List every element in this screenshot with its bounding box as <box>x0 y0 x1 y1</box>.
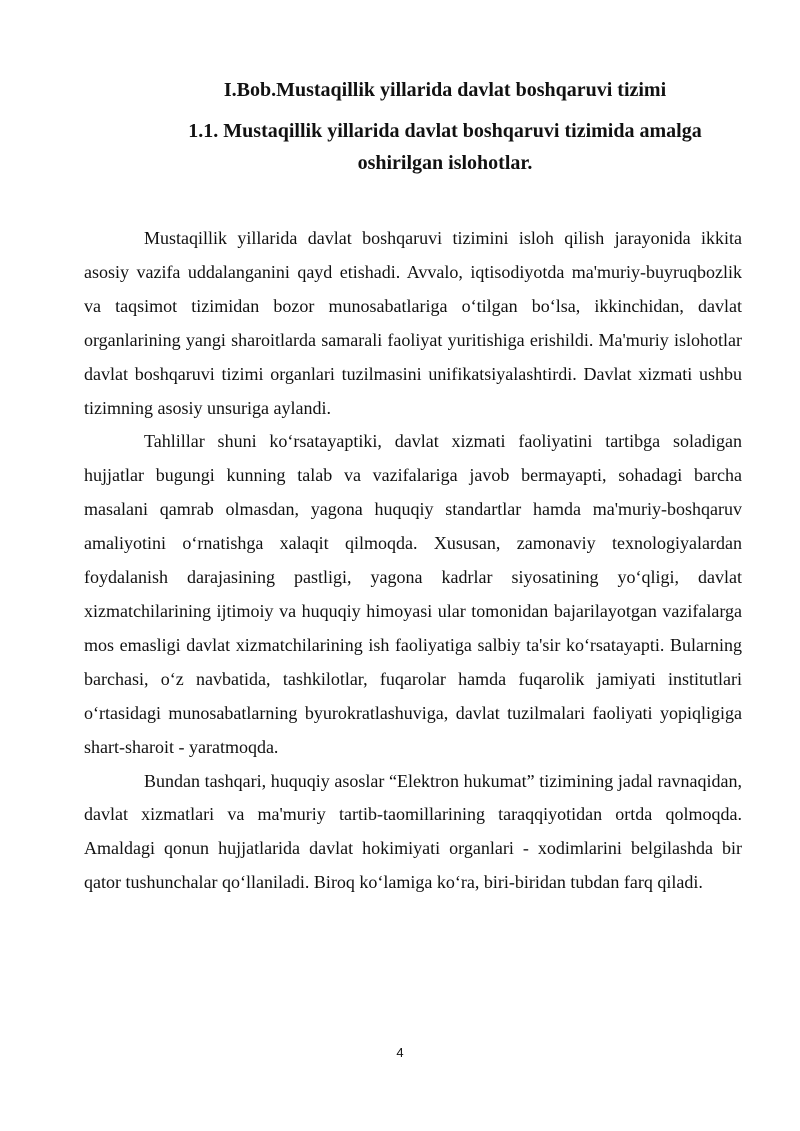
section-title-line1: 1.1. Mustaqillik yillarida davlat boshqaruvi tizimida amalga <box>188 120 702 142</box>
section-title-line2: oshirilgan islohotlar. <box>357 152 533 174</box>
paragraph-1: Mustaqillik yillarida davlat boshqaruvi tizimini isloh qilish jarayonida ikkita asosiy vazifa uddalanganini qayd etishadi. Avvalo, iqtisodiyotda ma'muriy-buyruqbozlik va taqsimot tizimidan bozor munosabatlariga o‘tilgan bo‘lsa, ikkinchidan, davlat organlarining yangi sharoitlarda samarali faoliyat yuritishiga erishildi. Ma'muriy islohotlar davlat boshqaruvi tizimi organlari tuzilmasini unifikatsiyalashtirdi. Davlat xizmati ushbu tizimning asosiy unsuriga aylandi. <box>84 228 742 418</box>
paragraph-3: Bundan tashqari, huquqiy asoslar “Elektron hukumat” tizimining jadal ravnaqidan, davlat xizmatlari va ma'muriy tartib-taomillarining taraqqiyotidan ortda qolmoqda. Amaldagi qonun hujjatlarida davlat hokimiyati organlari - xodimlarini belgilashda bir qator tushunchalar qo‘llaniladi. Biroq ko‘lamiga ko‘ra, biri-biridan tubdan farq qiladi. <box>84 770 742 893</box>
paragraph-2: Tahlillar shuni ko‘rsatayaptiki, davlat xizmati faoliyatini tartibga soladigan hujjatlar bugungi kunning talab va vazifalariga javob bermayapti, sohadagi barcha masalani qamrab olmasdan, yagona huquqiy standartlar hamda ma'muriy-boshqaruv amaliyotini o‘rnatishga xalaqit qilmoqda. Xususan, zamonaviy texnologiyalardan foydalanish darajasining pastligi, yagona kadrlar siyosatining yo‘qligi, davlat xizmatchilarining ijtimoiy va huquqiy himoyasi ular tomonidan bajarilayotgan vazifalarga mos emasligi davlat xizmatchilarining ish faoliyatiga salbiy ta'sir ko‘rsatayapti. Bularning barchasi, o‘z navbatida, tashkilotlar, fuqarolar hamda fuqarolik jamiyati institutlari o‘rtasidagi munosabatlarning byurokratlashuviga, davlat tuzilmalari faoliyati yopiqligiga shart-sharoit - yaratmoqda. <box>84 431 742 757</box>
body-text <box>84 222 742 900</box>
page-number: 4 <box>396 1045 404 1060</box>
chapter-title: I.Bob.Mustaqillik yillarida davlat boshqaruvi tizimi <box>223 79 667 101</box>
